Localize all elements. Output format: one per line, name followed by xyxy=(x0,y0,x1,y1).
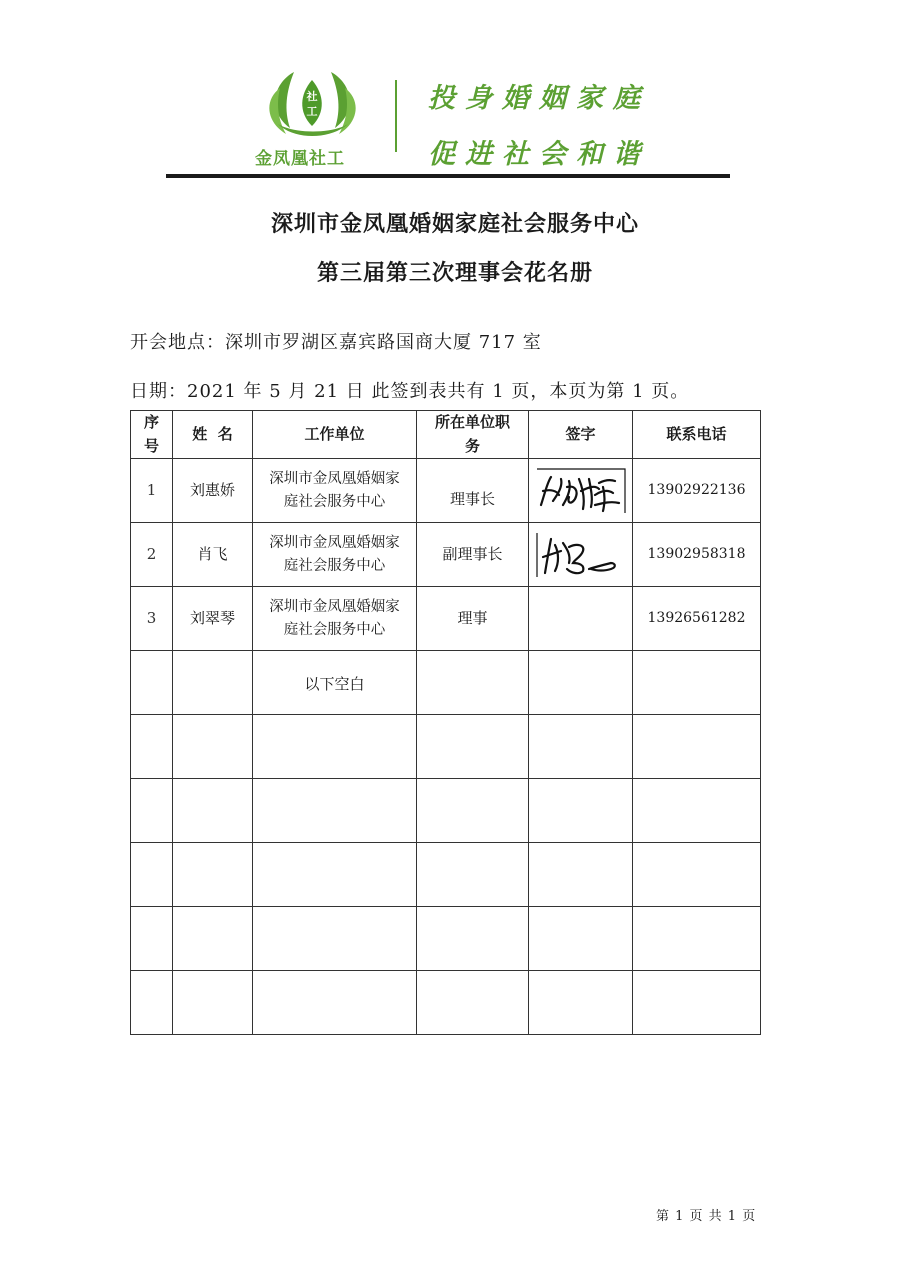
table-row xyxy=(131,651,761,715)
row-position: 副理事长 xyxy=(417,523,529,587)
slogan-line-1: 投身婚姻家庭 xyxy=(428,83,650,114)
header-divider xyxy=(395,80,397,152)
empty-cell xyxy=(417,651,529,715)
row-org: 深圳市金凤凰婚姻家 庭社会服务中心 xyxy=(253,459,417,523)
header-phone: 联系电话 xyxy=(633,411,761,459)
empty-cell xyxy=(173,651,253,715)
row-org: 深圳市金凤凰婚姻家 庭社会服务中心 xyxy=(253,523,417,587)
table-row xyxy=(131,523,761,587)
row-name: 肖飞 xyxy=(173,523,253,587)
empty-cell xyxy=(529,651,633,715)
row-position: 理事长 xyxy=(417,459,529,523)
row-phone: 13902922136 xyxy=(633,459,761,523)
row-seq: 2 xyxy=(131,523,173,587)
header-seq: 序 号 xyxy=(131,411,173,459)
table-row xyxy=(131,715,761,779)
header-rule xyxy=(166,174,730,178)
roster-table xyxy=(130,410,761,1035)
row-name: 刘惠娇 xyxy=(173,459,253,523)
row-signature xyxy=(529,587,633,651)
row-org: 深圳市金凤凰婚姻家 庭社会服务中心 xyxy=(253,587,417,651)
row-phone: 13902958318 xyxy=(633,523,761,587)
empty-cell xyxy=(633,651,761,715)
row-seq: 1 xyxy=(131,459,173,523)
header-org: 工作单位 xyxy=(253,411,417,459)
document-subtitle: 第三届第三次理事会花名册 xyxy=(316,260,593,286)
blank-note: 以下空白 xyxy=(253,651,417,715)
row-position: 理事 xyxy=(417,587,529,651)
row-signature xyxy=(529,459,633,523)
table-row xyxy=(131,843,761,907)
page-footer: 第 1 页 共 1 页 xyxy=(656,1209,757,1224)
meeting-date: 日期：2021 年 5 月 21 日 此签到表共有 1 页，本页为第 1 页。 xyxy=(130,381,690,402)
header-signature: 签字 xyxy=(529,411,633,459)
table-row xyxy=(131,779,761,843)
table-row xyxy=(131,587,761,651)
row-seq: 3 xyxy=(131,587,173,651)
row-signature xyxy=(529,523,633,587)
document-title: 深圳市金凤凰婚姻家庭社会服务中心 xyxy=(270,211,639,237)
table-row xyxy=(131,459,761,523)
meeting-place: 开会地点：深圳市罗湖区嘉宾路国商大厦 717 室 xyxy=(130,332,542,353)
header-name: 姓 名 xyxy=(173,411,253,459)
handwritten-signature xyxy=(533,529,629,581)
slogan-line-2: 促进社会和谐 xyxy=(428,139,650,170)
header-position: 所在单位职 务 xyxy=(417,411,529,459)
table-header-row xyxy=(131,411,761,459)
logo-caption: 金凤凰社工 xyxy=(255,149,345,169)
table-row xyxy=(131,907,761,971)
handwritten-signature xyxy=(533,465,629,517)
roster-table-container xyxy=(130,410,760,1035)
table-row xyxy=(131,971,761,1035)
logo-badge-line2: 工 xyxy=(306,105,318,118)
empty-cell xyxy=(131,651,173,715)
row-phone: 13926561282 xyxy=(633,587,761,651)
row-name: 刘翠琴 xyxy=(173,587,253,651)
logo-badge-line1: 社 xyxy=(306,90,318,103)
